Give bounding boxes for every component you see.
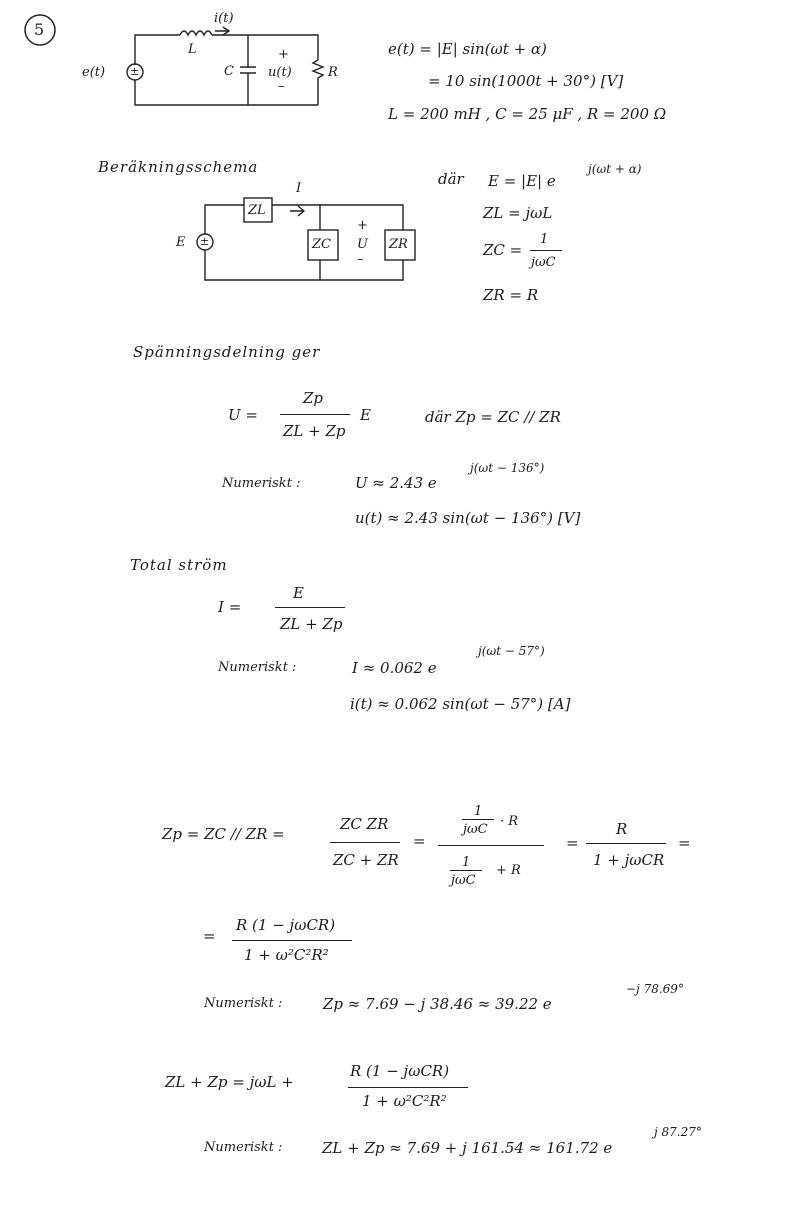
wire-top	[212, 35, 318, 60]
tc-bar	[275, 607, 345, 608]
definition-E: E = |E| e	[488, 172, 556, 190]
resistor-label: R	[328, 65, 338, 80]
capacitor	[240, 35, 256, 105]
tc-I-value: I ≈ 0.062 e	[352, 659, 437, 677]
given-line-3: L = 200 mH , C = 25 μF , R = 200 Ω	[388, 105, 667, 123]
definitions-dar: där	[438, 170, 464, 188]
wire-left-top	[135, 35, 180, 65]
current-arrow-2	[290, 206, 304, 216]
vd-bar	[280, 414, 350, 415]
zp-numeric-value: Zp ≈ 7.69 − j 38.46 ≈ 39.22 e	[323, 995, 552, 1013]
zp-eq2: =	[413, 832, 426, 850]
schema-zl-label: ZL	[248, 203, 266, 218]
definition-E-exponent: j(ωt + α)	[588, 162, 642, 176]
source-sign: ±	[130, 65, 140, 78]
zp-eq3: =	[566, 834, 579, 852]
zp-f3-den: 1 + jωCR	[593, 851, 665, 869]
schema-heading: Beräkningsschema	[98, 158, 259, 176]
zp-numeric-exponent: −j 78.69°	[626, 982, 684, 996]
voltage-plus: +	[278, 47, 289, 62]
sum-numeric-value: ZL + Zp ≈ 7.69 + j 161.54 ≈ 161.72 e	[322, 1139, 613, 1157]
tc-den: ZL + Zp	[280, 615, 343, 633]
voltage-label: u(t)	[268, 65, 292, 80]
resistor-zigzag	[313, 60, 323, 105]
sum-numeric-label: Numeriskt :	[204, 1140, 283, 1155]
total-current-heading: Total ström	[130, 556, 228, 574]
zp-f4-num: R (1 − jωCR)	[236, 916, 336, 934]
zp-f4-den: 1 + ω²C²R²	[244, 946, 329, 964]
sum-bar	[348, 1087, 468, 1088]
zp-f2-bar	[438, 845, 544, 846]
definition-ZC-num: 1	[540, 232, 549, 247]
vd-u-time: u(t) ≈ 2.43 sin(ωt − 136°) [V]	[355, 509, 581, 527]
wire-bottom-2	[205, 250, 403, 280]
schema-u-plus: +	[357, 218, 368, 233]
zp-f2-num-frac-num: 1	[474, 804, 483, 819]
sum-num: R (1 − jωCR)	[350, 1062, 450, 1080]
wire-left-top-2	[205, 205, 244, 234]
schema-source-label: E	[176, 235, 186, 250]
zp-numeric-label: Numeriskt :	[204, 996, 283, 1011]
schema-zc-label: ZC	[312, 237, 331, 252]
current-label: i(t)	[214, 11, 234, 26]
vd-U-value: U ≈ 2.43 e	[355, 474, 437, 492]
wire-bottom	[135, 80, 318, 105]
given-line-2: = 10 sin(1000t + 30°) [V]	[428, 72, 624, 90]
vd-U-exponent: j(ωt − 136°)	[470, 461, 545, 475]
wire-top-2	[272, 205, 403, 233]
zp-f1-num: ZC ZR	[340, 815, 389, 833]
schema-zr-label: ZR	[389, 237, 408, 252]
definition-ZL: ZL = jωL	[483, 204, 553, 222]
definition-ZC-bar	[530, 250, 562, 251]
zp-eq4: =	[678, 834, 691, 852]
zp-f1-den: ZC + ZR	[333, 851, 399, 869]
zp-f2-num-tail: · R	[500, 814, 519, 829]
capacitor-label: C	[224, 64, 234, 79]
sum-lhs: ZL + Zp = jωL +	[165, 1073, 294, 1091]
vd-num: Zp	[303, 389, 324, 407]
definition-ZC-lhs: ZC =	[483, 241, 523, 259]
vd-where: där Zp = ZC // ZR	[425, 408, 561, 426]
zp-f2-den-tail: + R	[496, 863, 521, 878]
tc-num: E	[293, 584, 304, 602]
circuit-2	[197, 198, 415, 280]
schema-u-label: U	[357, 237, 368, 252]
zp-f1-bar	[330, 842, 400, 843]
voltage-minus: –	[278, 79, 285, 94]
given-line-1: e(t) = |E| sin(ωt + α)	[388, 40, 547, 58]
zp-f2-num-frac-den: jωC	[463, 822, 488, 837]
source-label: e(t)	[82, 65, 106, 80]
sum-den: 1 + ω²C²R²	[362, 1092, 447, 1110]
zp-f4-bar	[232, 940, 352, 941]
schema-u-minus: –	[357, 252, 364, 267]
sum-numeric-exponent: j 87.27°	[654, 1125, 702, 1139]
tc-i-time: i(t) ≈ 0.062 sin(ωt − 57°) [A]	[350, 695, 571, 713]
zp-lhs: Zp = ZC // ZR =	[162, 825, 285, 843]
tc-numeric-label: Numeriskt :	[218, 660, 297, 675]
current-arrow	[215, 27, 229, 35]
zp-f2-den-frac-num: 1	[462, 855, 471, 870]
zp-f2-den-frac-bar	[450, 870, 482, 871]
tc-lhs: I =	[218, 598, 242, 616]
schema-source-sign: ±	[200, 235, 210, 248]
inductor-coil	[180, 31, 212, 35]
definition-ZC-den: jωC	[531, 255, 556, 270]
zp-f2-num-frac-bar	[462, 819, 494, 820]
vd-lhs: U =	[228, 406, 258, 424]
voltage-division-heading: Spänningsdelning ger	[133, 343, 321, 361]
definition-ZR: ZR = R	[483, 286, 539, 304]
zp-f2-den-frac-den: jωC	[451, 873, 476, 888]
inductor-label: L	[188, 42, 197, 57]
zp-f3-num: R	[616, 820, 628, 838]
zp-eq5: =	[203, 927, 216, 945]
vd-factor: E	[360, 406, 371, 424]
tc-I-exponent: j(ωt − 57°)	[478, 644, 545, 658]
vd-den: ZL + Zp	[283, 422, 346, 440]
schema-current-label: I	[296, 181, 302, 196]
problem-number: 5	[34, 20, 45, 39]
vd-numeric-label: Numeriskt :	[222, 476, 301, 491]
zp-f3-bar	[586, 843, 666, 844]
